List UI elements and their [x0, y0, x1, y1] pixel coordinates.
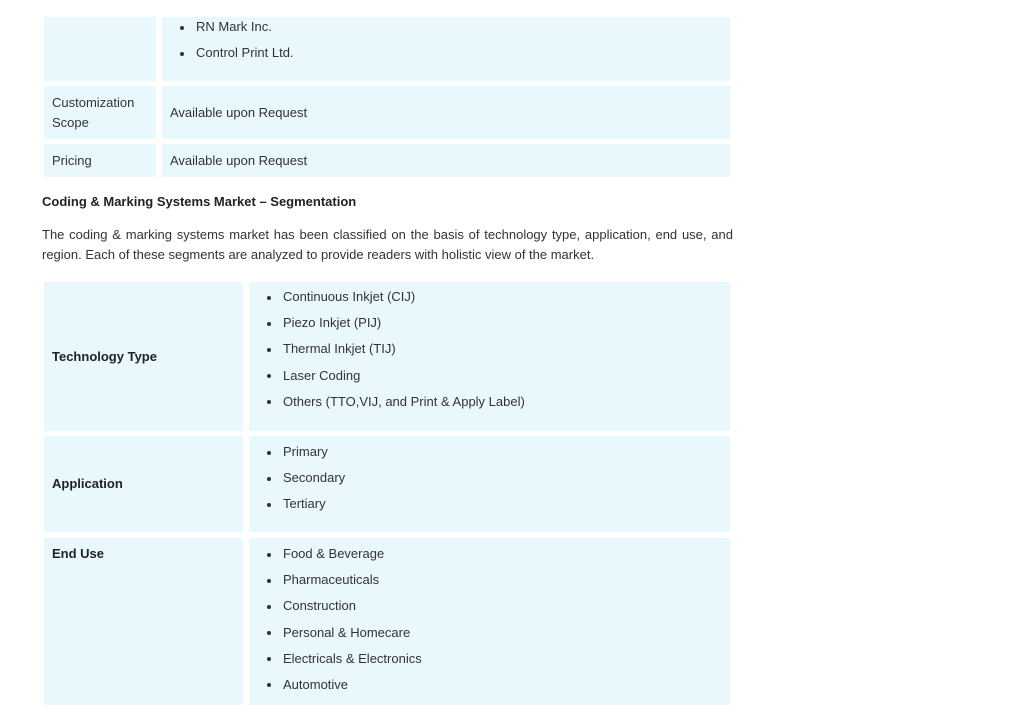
list-item: Electricals & Electronics	[265, 646, 422, 672]
list-item: Tertiary	[265, 491, 345, 517]
list-item: Others (TTO,VIJ, and Print & Apply Label)	[265, 389, 525, 415]
list-item: Secondary	[265, 465, 345, 491]
application-list	[265, 439, 345, 518]
list-item: Control Print Ltd.	[178, 40, 294, 66]
pricing-label: Pricing	[44, 144, 156, 177]
end-use-label: End Use	[44, 538, 243, 705]
technology-type-label: Technology Type	[44, 282, 243, 431]
segmentation-heading: Coding & Marking Systems Market – Segmentation	[42, 194, 357, 209]
segmentation-paragraph: The coding & marking systems market has been classified on the basis of technology type, application, end use, and region. Each of these segments are analyzed to provide readers with holistic view of the market.	[42, 227, 733, 262]
technology-type-list	[265, 284, 525, 415]
technology-type-value	[249, 282, 730, 431]
customization-scope-label: Customization Scope	[44, 86, 156, 139]
list-item: Construction	[265, 593, 422, 619]
list-item: Thermal Inkjet (TIJ)	[265, 336, 525, 362]
list-item: Laser Coding	[265, 363, 525, 389]
customization-scope-value: Available upon Request	[162, 86, 730, 139]
companies-list	[178, 14, 294, 66]
list-item: Primary	[265, 439, 345, 465]
list-item: Piezo Inkjet (PIJ)	[265, 310, 525, 336]
application-label: Application	[44, 436, 243, 532]
pricing-value: Available upon Request	[162, 144, 730, 177]
list-item: RN Mark Inc.	[178, 14, 294, 40]
companies-value-cell	[162, 17, 730, 81]
application-value	[249, 436, 730, 532]
list-item: Personal & Homecare	[265, 620, 422, 646]
list-item: Pharmaceuticals	[265, 567, 422, 593]
companies-label-cell	[44, 17, 156, 81]
list-item: Continuous Inkjet (CIJ)	[265, 284, 525, 310]
end-use-value	[249, 538, 730, 705]
list-item: Automotive	[265, 672, 422, 698]
end-use-list	[265, 541, 422, 698]
list-item: Food & Beverage	[265, 541, 422, 567]
